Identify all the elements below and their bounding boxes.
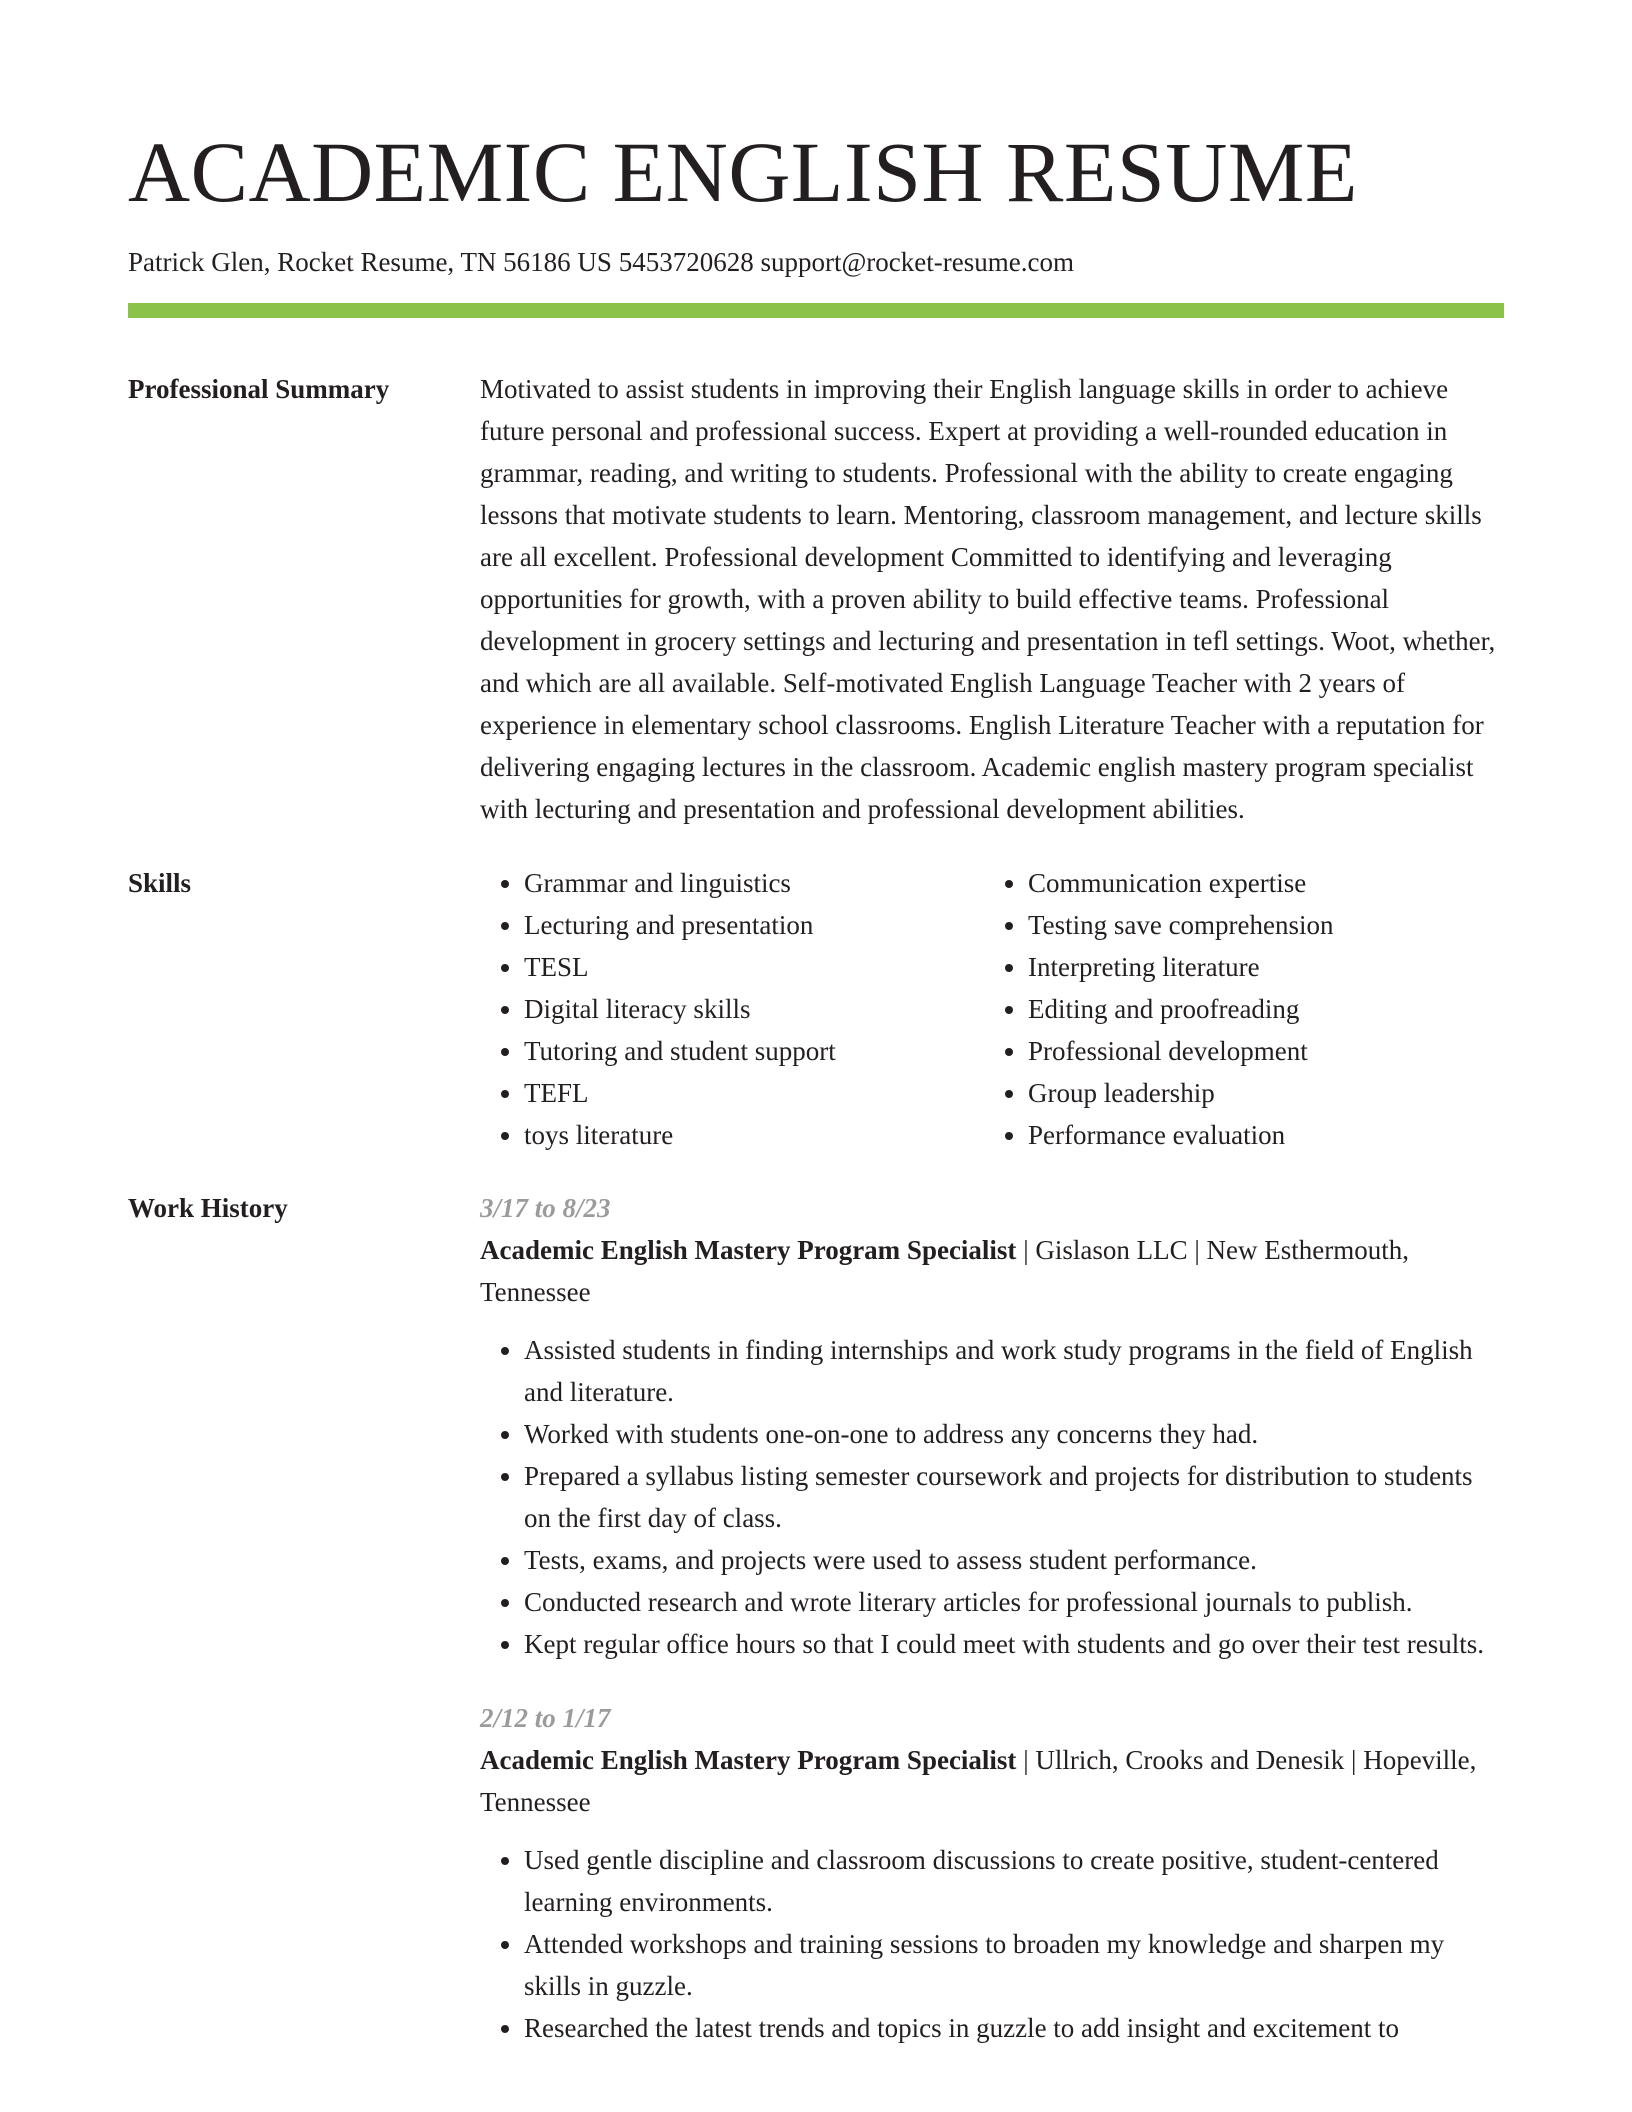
job-title: Academic English Mastery Program Specialist (480, 1745, 1017, 1775)
job-bullet: • Conducted research and wrote literary articles for professional journals to publish. (524, 1581, 1504, 1623)
job-heading (480, 1229, 1504, 1313)
skill-item: • Group leadership (1028, 1072, 1488, 1114)
job-dates: 2/12 to 1/17 (480, 1703, 611, 1733)
skill-item: • toys literature (524, 1114, 984, 1156)
skill-item: • Professional development (1028, 1030, 1488, 1072)
job-bullet: • Tests, exams, and projects were used to assess student performance. (524, 1539, 1504, 1581)
job-title: Academic English Mastery Program Specialist (480, 1235, 1017, 1265)
resume-title: ACADEMIC ENGLISH RESUME (128, 124, 1358, 220)
job-bullet: • Assisted students in finding internships and work study programs in the field of English and literature. (524, 1329, 1504, 1413)
job-heading (480, 1739, 1504, 1823)
accent-divider (128, 303, 1504, 318)
contact-line: Patrick Glen, Rocket Resume, TN 56186 US 5453720628 support@rocket-resume.com (128, 247, 1074, 277)
job-dates: 3/17 to 8/23 (480, 1193, 611, 1223)
job-bullet: • Prepared a syllabus listing semester coursework and projects for distribution to students on the first day of class. (524, 1455, 1504, 1539)
job-bullet-list (480, 1329, 1504, 1665)
work-history-section (128, 1187, 1504, 2049)
skill-item: • Testing save comprehension (1028, 904, 1488, 946)
job-bullet: • Attended workshops and training sessions to broaden my knowledge and sharpen my skills in guzzle. (524, 1923, 1504, 2007)
skills-column-right (984, 862, 1488, 1156)
job-bullet: • Worked with students one-on-one to address any concerns they had. (524, 1413, 1504, 1455)
job-entry (480, 1187, 1504, 1665)
summary-text: Motivated to assist students in improving their English language skills in order to achieve future personal and professional success. Expert at providing a well-rounded education in grammar, reading, and writing to students. Professional with the ability to create engaging lessons that motivate students to learn. Mentoring, classroom management, and lecture skills are all excellent. Professional development Committed to identifying and leveraging opportunities for growth, with a proven ability to build effective teams. Professional development in grocery settings and lecturing and presentation in tefl settings. Woot, whether, and which are all available. Self-motivated English Language Teacher with 2 years of experience in elementary school classrooms. English Literature Teacher with a reputation for delivering engaging lectures in the classroom. Academic english mastery program specialist with lecturing and presentation and professional development abilities. (480, 374, 1496, 824)
work-history-label: Work History (128, 1193, 288, 1223)
job-bullet: • Used gentle discipline and classroom discussions to create positive, student-centered learning environments. (524, 1839, 1504, 1923)
job-entry (480, 1697, 1504, 2049)
skill-item: • Editing and proofreading (1028, 988, 1488, 1030)
summary-section (128, 368, 1504, 830)
skill-item: • TEFL (524, 1072, 984, 1114)
job-employer-location: | Gislason LLC | New Esthermouth, Tennessee (480, 1235, 1409, 1307)
skills-grid (480, 862, 1504, 1156)
job-bullet: • Researched the latest trends and topics in guzzle to add insight and excitement to (524, 2007, 1504, 2049)
job-employer-location: | Ullrich, Crooks and Denesik | Hopeville, Tennessee (480, 1745, 1477, 1817)
skills-column-left (480, 862, 984, 1156)
job-bullet: • Kept regular office hours so that I could meet with students and go over their test results. (524, 1623, 1504, 1665)
skill-item: • Lecturing and presentation (524, 904, 984, 946)
skill-item: • TESL (524, 946, 984, 988)
job-bullet-list (480, 1839, 1504, 2049)
skills-section (128, 862, 1504, 1156)
summary-label: Professional Summary (128, 374, 390, 404)
skills-label: Skills (128, 868, 192, 898)
skill-item: • Digital literacy skills (524, 988, 984, 1030)
skill-item: • Interpreting literature (1028, 946, 1488, 988)
skill-item: • Grammar and linguistics (524, 862, 984, 904)
resume-page (128, 0, 1504, 2049)
skill-item: • Communication expertise (1028, 862, 1488, 904)
skill-item: • Performance evaluation (1028, 1114, 1488, 1156)
skill-item: • Tutoring and student support (524, 1030, 984, 1072)
